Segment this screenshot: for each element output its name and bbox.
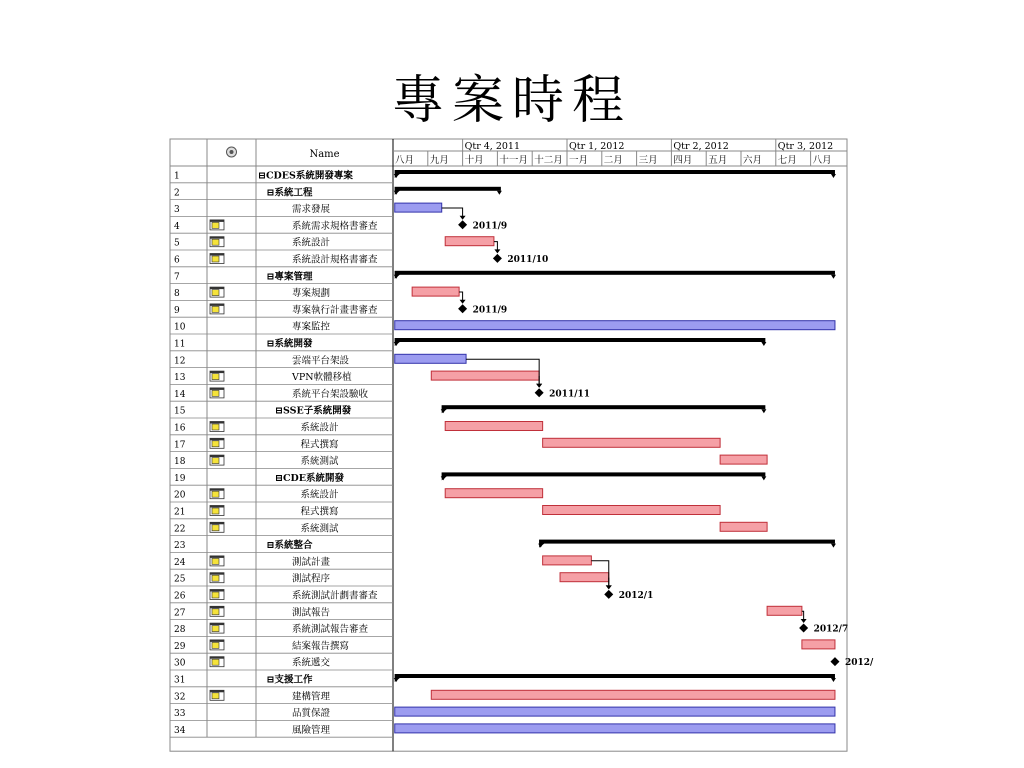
task-name: 系統測試 bbox=[300, 523, 339, 535]
row-number: 22 bbox=[174, 524, 186, 535]
calendar-note-icon bbox=[210, 254, 224, 264]
milestone-diamond bbox=[535, 388, 544, 397]
summary-bar bbox=[442, 472, 766, 476]
calendar-note-icon bbox=[210, 422, 224, 432]
calendar-note-icon bbox=[210, 438, 224, 448]
task-bar-blue bbox=[395, 203, 442, 212]
task-bar-red bbox=[445, 489, 542, 498]
summary-start-cap bbox=[441, 409, 446, 413]
task-name: 程式撰寫 bbox=[300, 506, 339, 518]
row-number: 19 bbox=[174, 473, 186, 484]
calendar-note-icon bbox=[210, 556, 224, 566]
row-number: 12 bbox=[174, 356, 186, 367]
milestone-label: 2012/1 bbox=[618, 590, 654, 601]
summary-end-cap bbox=[831, 275, 836, 279]
task-name: VPN軟體移植 bbox=[292, 372, 352, 384]
milestone-diamond bbox=[830, 657, 839, 666]
row-number: 23 bbox=[174, 541, 186, 552]
task-name: 專案規劃 bbox=[292, 288, 331, 300]
calendar-note-icon bbox=[210, 220, 224, 230]
summary-bar bbox=[395, 170, 835, 174]
summary-bar bbox=[395, 338, 766, 342]
row-number: 28 bbox=[174, 625, 186, 636]
dependency-arrow bbox=[460, 216, 466, 220]
summary-task-name: ⊟CDE系統開發 bbox=[275, 472, 345, 484]
summary-end-cap bbox=[497, 191, 502, 195]
task-name: 系統測試計劃書審查 bbox=[292, 590, 378, 602]
task-bar-red bbox=[431, 690, 835, 699]
summary-start-cap bbox=[394, 342, 399, 346]
dependency-arrow bbox=[460, 300, 466, 304]
task-name: 系統遞交 bbox=[292, 657, 331, 669]
dependency-link bbox=[494, 242, 497, 251]
calendar-note-icon bbox=[210, 304, 224, 314]
month-label: 二月 bbox=[603, 155, 623, 166]
row-number: 2 bbox=[174, 188, 180, 199]
quarter-label: Qtr 1, 2012 bbox=[569, 141, 625, 152]
task-bar-red bbox=[431, 371, 539, 380]
row-number: 7 bbox=[174, 272, 180, 283]
milestone-diamond bbox=[799, 624, 808, 633]
dependency-arrow bbox=[536, 384, 542, 388]
milestone-label: 2011/9 bbox=[472, 221, 508, 232]
milestone-label: 2012/7 bbox=[813, 624, 849, 635]
task-bar-blue bbox=[395, 707, 835, 716]
summary-start-cap bbox=[441, 476, 446, 480]
summary-task-name: ⊟系統開發 bbox=[266, 338, 313, 350]
summary-start-cap bbox=[394, 275, 399, 279]
task-bar-red bbox=[543, 556, 592, 565]
task-bar-red bbox=[543, 506, 720, 515]
row-number: 9 bbox=[174, 305, 180, 316]
row-number: 29 bbox=[174, 641, 186, 652]
summary-start-cap bbox=[538, 544, 543, 548]
dependency-link bbox=[459, 292, 462, 301]
calendar-note-icon bbox=[210, 455, 224, 465]
page-title: 專案時程 bbox=[391, 71, 632, 131]
task-name: 測試計畫 bbox=[292, 556, 331, 568]
summary-start-cap bbox=[394, 174, 399, 178]
summary-end-cap bbox=[831, 678, 836, 682]
dependency-arrow bbox=[606, 585, 612, 589]
info-circle-icon bbox=[227, 147, 237, 157]
name-column-header: Name bbox=[309, 149, 340, 160]
quarter-label: Qtr 2, 2012 bbox=[673, 141, 729, 152]
calendar-note-icon bbox=[210, 371, 224, 381]
task-name: 風險管理 bbox=[292, 724, 331, 736]
calendar-note-icon bbox=[210, 606, 224, 616]
dependency-link bbox=[442, 208, 463, 217]
month-label: 十月 bbox=[464, 155, 484, 166]
task-name: 程式撰寫 bbox=[300, 439, 339, 451]
month-label: 十二月 bbox=[534, 155, 563, 166]
task-name: 系統設計 bbox=[300, 422, 339, 434]
task-name: 系統設計規格書審查 bbox=[292, 254, 378, 266]
calendar-note-icon bbox=[210, 573, 224, 583]
summary-end-cap bbox=[831, 544, 836, 548]
row-number: 21 bbox=[174, 507, 186, 518]
row-number: 15 bbox=[174, 406, 186, 417]
summary-end-cap bbox=[831, 174, 836, 178]
row-number: 11 bbox=[174, 339, 186, 350]
quarter-label: Qtr 4, 2011 bbox=[464, 141, 521, 152]
summary-bar bbox=[442, 405, 766, 409]
summary-task-name: ⊟專案管理 bbox=[266, 271, 313, 283]
summary-task-name: ⊟CDES系統開發專案 bbox=[258, 170, 353, 182]
task-name: 系統設計 bbox=[300, 489, 339, 501]
calendar-note-icon bbox=[210, 623, 224, 633]
month-label: 八月 bbox=[812, 155, 832, 166]
calendar-note-icon bbox=[210, 287, 224, 297]
task-name: 測試報告 bbox=[292, 607, 331, 619]
task-bar-red bbox=[445, 237, 494, 246]
summary-start-cap bbox=[394, 191, 399, 195]
task-bar-red bbox=[560, 573, 609, 582]
task-bar-blue bbox=[395, 354, 466, 363]
month-label: 五月 bbox=[708, 155, 728, 166]
task-name: 雲端平台架設 bbox=[292, 355, 350, 367]
task-bar-red bbox=[412, 287, 459, 296]
milestone-diamond bbox=[604, 590, 613, 599]
row-number: 32 bbox=[174, 692, 186, 703]
month-label: 一月 bbox=[569, 155, 589, 166]
row-number: 26 bbox=[174, 591, 186, 602]
month-label: 三月 bbox=[638, 155, 658, 166]
table-frame bbox=[170, 139, 847, 751]
row-number: 5 bbox=[174, 238, 180, 249]
row-number: 10 bbox=[174, 322, 186, 333]
task-name: 系統測試報告審查 bbox=[292, 624, 369, 636]
task-name: 系統設計 bbox=[292, 237, 331, 249]
task-name: 系統平台架設驗收 bbox=[292, 388, 369, 400]
summary-bar bbox=[395, 187, 501, 191]
row-number: 4 bbox=[174, 221, 180, 232]
task-bar-blue bbox=[395, 321, 835, 330]
month-label: 六月 bbox=[743, 155, 763, 166]
calendar-note-icon bbox=[210, 388, 224, 398]
calendar-note-icon bbox=[210, 640, 224, 650]
milestone-label: 2011/10 bbox=[507, 254, 549, 265]
dependency-arrow bbox=[494, 249, 500, 253]
task-bar-blue bbox=[395, 724, 835, 733]
row-number: 24 bbox=[174, 557, 186, 568]
row-number: 31 bbox=[174, 675, 186, 686]
calendar-note-icon bbox=[210, 506, 224, 516]
task-name: 需求發展 bbox=[292, 204, 331, 216]
month-label: 十一月 bbox=[499, 155, 528, 166]
month-label: 七月 bbox=[777, 155, 797, 166]
calendar-note-icon bbox=[210, 489, 224, 499]
calendar-note-icon bbox=[210, 657, 224, 667]
summary-bar bbox=[395, 271, 835, 275]
summary-end-cap bbox=[761, 476, 766, 480]
summary-task-name: ⊟系統工程 bbox=[266, 187, 313, 199]
summary-task-name: ⊟支援工作 bbox=[266, 674, 313, 686]
milestone-label: 2012/ bbox=[844, 658, 874, 669]
task-name: 建構管理 bbox=[292, 691, 331, 703]
calendar-note-icon bbox=[210, 690, 224, 700]
month-label: 四月 bbox=[673, 155, 693, 166]
month-label: 九月 bbox=[429, 155, 449, 166]
task-bar-red bbox=[767, 606, 802, 615]
dependency-arrow bbox=[801, 619, 807, 623]
milestone-diamond bbox=[458, 220, 467, 229]
summary-start-cap bbox=[394, 678, 399, 682]
task-bar-red bbox=[720, 455, 767, 464]
task-name: 測試程序 bbox=[292, 573, 331, 585]
row-number: 14 bbox=[174, 389, 186, 400]
row-number: 25 bbox=[174, 574, 186, 585]
task-bar-red bbox=[720, 522, 767, 531]
row-number: 3 bbox=[174, 205, 180, 216]
row-number: 20 bbox=[174, 490, 186, 501]
task-name: 專案監控 bbox=[292, 321, 331, 333]
calendar-note-icon bbox=[210, 590, 224, 600]
row-number: 34 bbox=[174, 725, 186, 736]
row-number: 16 bbox=[174, 423, 186, 434]
row-number: 8 bbox=[174, 289, 180, 300]
task-name: 系統測試 bbox=[300, 456, 339, 468]
calendar-note-icon bbox=[210, 522, 224, 532]
quarter-label: Qtr 3, 2012 bbox=[777, 141, 834, 152]
calendar-note-icon bbox=[210, 237, 224, 247]
row-number: 1 bbox=[174, 171, 180, 182]
summary-task-name: ⊟系統整合 bbox=[266, 540, 313, 552]
summary-bar bbox=[395, 674, 835, 678]
row-number: 13 bbox=[174, 373, 186, 384]
summary-end-cap bbox=[761, 342, 766, 346]
month-label: 八月 bbox=[395, 155, 415, 166]
summary-task-name: ⊟SSE子系統開發 bbox=[275, 405, 352, 417]
summary-bar bbox=[539, 540, 835, 544]
task-name: 結案報告撰寫 bbox=[292, 640, 350, 652]
task-name: 品質保證 bbox=[292, 708, 331, 720]
row-number: 33 bbox=[174, 709, 186, 720]
milestone-diamond bbox=[493, 254, 502, 263]
summary-end-cap bbox=[761, 409, 766, 413]
row-number: 17 bbox=[174, 440, 186, 451]
task-name: 系統需求規格書審查 bbox=[292, 220, 378, 232]
milestone-label: 2011/11 bbox=[549, 389, 591, 400]
row-number: 6 bbox=[174, 255, 180, 266]
milestone-diamond bbox=[458, 304, 467, 313]
row-number: 27 bbox=[174, 608, 186, 619]
task-bar-red bbox=[543, 438, 720, 447]
task-bar-red bbox=[802, 640, 835, 649]
row-number: 30 bbox=[174, 658, 186, 669]
row-number: 18 bbox=[174, 457, 186, 468]
task-bar-red bbox=[445, 422, 542, 431]
task-name: 專案執行計畫書審查 bbox=[292, 304, 378, 316]
milestone-label: 2011/9 bbox=[472, 305, 508, 316]
